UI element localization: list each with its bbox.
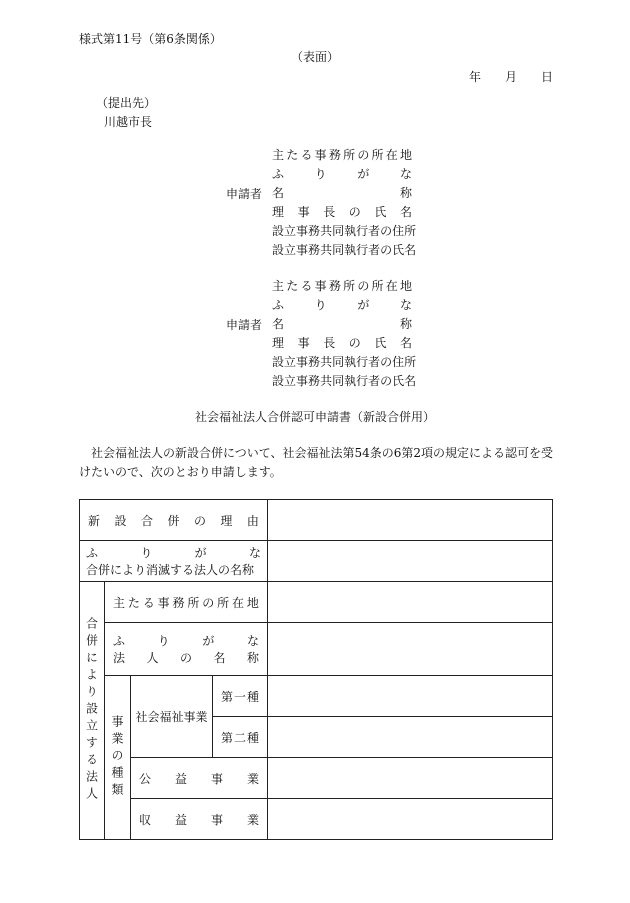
public-interest-label: 公 益 事 業 [139, 771, 259, 786]
field-executor-address: 設 立 事 務 共 同 執 行 者 の 住 所 [272, 355, 417, 369]
reason-label-cell [80, 500, 268, 541]
type2-label: 第 二 種 [221, 730, 259, 745]
public-interest-input[interactable] [268, 758, 553, 799]
applicant-label-2: 申請者 [226, 318, 263, 332]
dissolving-name-label: 合併により消滅する法人の名称 [86, 563, 255, 577]
field-office: 主 た る 事 務 所 の 所 在 地 [272, 279, 412, 293]
dissolving-input[interactable] [268, 541, 553, 582]
field-furigana: ふ り が な [272, 167, 412, 181]
dissolving-label-cell [80, 541, 268, 582]
social-welfare-label: 社会福祉事業 [135, 710, 208, 724]
reason-label: 新 設 合 併 の 理 由 [88, 513, 259, 528]
document-title: 社会福祉法人合併認可申請書（新設合併用） [194, 410, 435, 424]
date-line [469, 68, 553, 85]
applicant-fields-2 [272, 277, 417, 391]
type1-label-cell [213, 676, 268, 717]
date-day: 日 [541, 70, 554, 84]
main-office-input[interactable] [268, 582, 553, 623]
field-chairperson: 理 事 長 の 氏 名 [272, 205, 412, 219]
business-types-cell [105, 676, 131, 840]
main-office-label: 主 た る 事 務 所 の 所 在 地 [113, 595, 259, 610]
corp-furigana: ふ り が な [113, 634, 259, 648]
type1-input[interactable] [268, 676, 553, 717]
dissolving-furigana: ふ り が な [86, 546, 261, 560]
corp-name-label-cell [105, 623, 268, 676]
reason-input[interactable] [268, 500, 553, 541]
public-interest-label-cell [131, 758, 268, 799]
business-types-label: 事業の種類 [110, 715, 124, 800]
form-number: 様式第11号（第6条関係） [79, 32, 222, 46]
profit-label: 収 益 事 業 [139, 812, 259, 827]
field-name: 名 称 [272, 186, 412, 200]
new-corp-header: 合併により設立する法人 [84, 617, 99, 804]
corp-name-input[interactable] [268, 623, 553, 676]
field-executor-name: 設 立 事 務 共 同 執 行 者 の 氏 名 [272, 374, 417, 388]
main-office-label-cell [105, 582, 268, 623]
type2-label-cell [213, 717, 268, 758]
body-text: 社会福祉法人の新設合併について、社会福祉法第54条の6第2項の規定による認可を受けたいので、次のとおり申請します。 [79, 446, 554, 479]
new-corp-header-cell [80, 582, 105, 840]
application-table [79, 499, 553, 840]
recipient-name: 川越市長 [104, 115, 153, 129]
type1-label: 第 一 種 [221, 689, 259, 704]
field-name: 名 称 [272, 317, 412, 331]
date-month: 月 [505, 70, 518, 84]
social-welfare-cell [131, 676, 213, 758]
date-year: 年 [469, 70, 482, 84]
applicant-fields-1 [272, 146, 417, 260]
profit-input[interactable] [268, 799, 553, 840]
recipient-label: （提出先） [96, 96, 157, 110]
field-office: 主 た る 事 務 所 の 所 在 地 [272, 148, 412, 162]
field-executor-address: 設 立 事 務 共 同 執 行 者 の 住 所 [272, 224, 417, 238]
type2-input[interactable] [268, 717, 553, 758]
applicant-label-1: 申請者 [226, 187, 263, 201]
profit-label-cell [131, 799, 268, 840]
side-label: （表面） [290, 50, 339, 64]
field-executor-name: 設 立 事 務 共 同 執 行 者 の 氏 名 [272, 243, 417, 257]
field-chairperson: 理 事 長 の 氏 名 [272, 336, 412, 350]
corp-name-label: 法 人 の 名 称 [113, 651, 259, 665]
field-furigana: ふ り が な [272, 298, 412, 312]
